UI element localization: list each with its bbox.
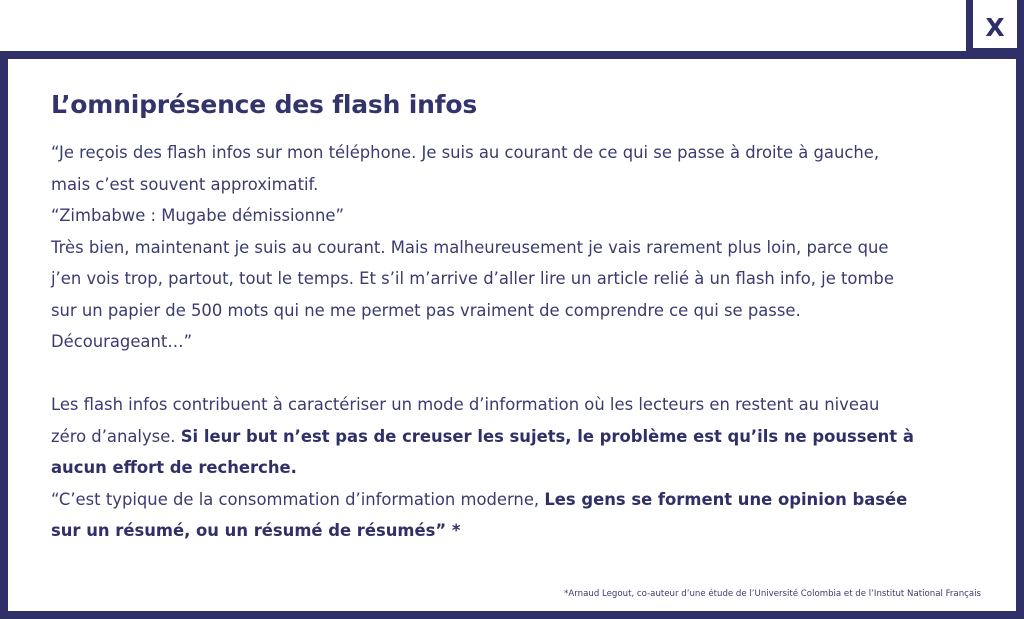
analysis-text: “C’est typique de la consommation d’information moderne, bbox=[51, 489, 545, 509]
panel-body bbox=[51, 137, 981, 547]
info-panel bbox=[0, 51, 1024, 619]
quote-line: “Je reçois des flash infos sur mon téléphone. Je suis au courant de ce qui se passe à droite à gauche, bbox=[51, 143, 880, 162]
close-button[interactable] bbox=[966, 0, 1024, 55]
panel-title: L’omniprésence des flash infos bbox=[51, 90, 477, 119]
analysis-emphasis: sur un résumé, ou un résumé de résumés” * bbox=[51, 521, 461, 540]
quote-line: “Zimbabwe : Mugabe démissionne” bbox=[51, 206, 344, 225]
analysis-line bbox=[51, 452, 981, 484]
analysis-text: zéro d’analyse. bbox=[51, 426, 181, 446]
analysis-emphasis: Si leur but n’est pas de creuser les sujets, le problème est qu’ils ne poussent à bbox=[180, 426, 914, 446]
analysis-line: Les flash infos contribuent à caractériser un mode d’information où les lecteurs en restent au niveau bbox=[51, 395, 880, 414]
analysis-line bbox=[51, 421, 981, 453]
analysis-emphasis: aucun effort de recherche. bbox=[51, 458, 297, 477]
quote-line: sur un papier de 500 mots qui ne me permet pas vraiment de comprendre ce qui se passe. bbox=[51, 300, 801, 320]
quote-line: Décourageant…” bbox=[51, 332, 193, 351]
analysis-emphasis: Les gens se forment une opinion basée bbox=[544, 489, 908, 509]
paragraph-spacer bbox=[51, 358, 981, 390]
quote-line: Très bien, maintenant je suis au courant. Mais malheureusement je vais rarement plus loin, parce que bbox=[51, 237, 889, 257]
quote-line: j’en vois trop, partout, tout le temps. Et s’il m’arrive d’aller lire un article relié à un flash info, je tombe bbox=[51, 269, 894, 288]
footnote: *Arnaud Legout, co-auteur d’une étude de l’Université Colombia et de l’Institut National Français bbox=[564, 589, 981, 599]
quote-line: mais c’est souvent approximatif. bbox=[51, 174, 319, 194]
analysis-line bbox=[51, 515, 981, 547]
analysis-line bbox=[51, 484, 981, 516]
close-icon[interactable]: X bbox=[985, 12, 1005, 42]
